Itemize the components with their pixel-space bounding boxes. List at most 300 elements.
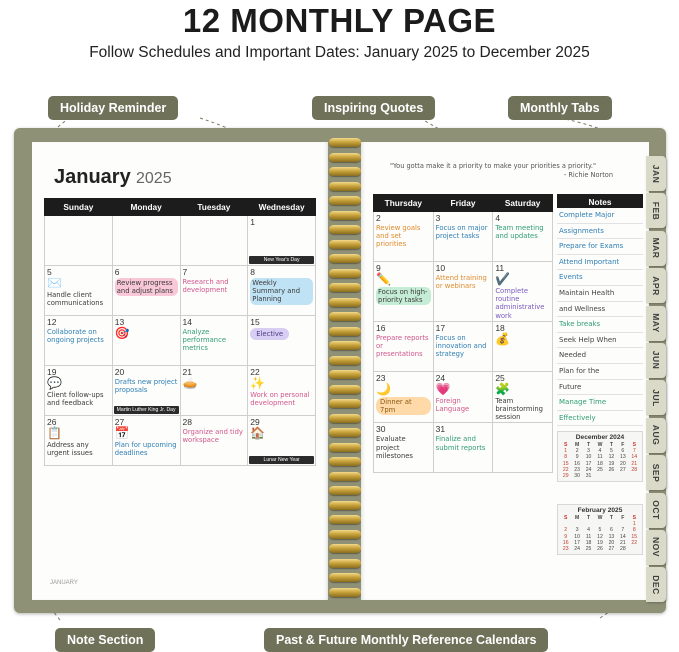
sticker-icon: ✔️ bbox=[495, 272, 511, 286]
mini-day-cell: 7 bbox=[621, 527, 625, 534]
day-event-highlight: Weekly Summary and Planning bbox=[250, 278, 313, 305]
calendar-day-cell[interactable] bbox=[45, 416, 113, 466]
spiral-coil bbox=[329, 573, 361, 582]
page-subtitle: Follow Schedules and Important Dates: January 2025 to December 2025 bbox=[89, 44, 590, 61]
monthly-tab-label: JAN bbox=[651, 164, 661, 183]
day-event-text: Team meeting and updates bbox=[495, 224, 544, 241]
callout-inspiring-quotes: Inspiring Quotes bbox=[312, 96, 435, 120]
calendar-day-cell[interactable] bbox=[374, 212, 434, 262]
spiral-coil bbox=[329, 196, 361, 205]
monthly-tab-label: JUN bbox=[651, 351, 661, 370]
mini-day-cell: 5 bbox=[609, 448, 613, 455]
mini-day-cell: 27 bbox=[619, 466, 626, 473]
spiral-coil bbox=[329, 472, 361, 481]
mini-day-cell: 16 bbox=[574, 460, 580, 467]
calendar-day-cell[interactable] bbox=[180, 366, 248, 416]
day-number: 7 bbox=[182, 267, 188, 277]
weekday-header: Monday bbox=[112, 199, 180, 216]
mini-day-cell: 8 bbox=[632, 527, 636, 534]
sticker-icon: 📅 bbox=[114, 426, 130, 440]
mini-day-cell bbox=[617, 473, 628, 479]
calendar-day-cell[interactable] bbox=[180, 416, 248, 466]
monthly-calendar-grid bbox=[44, 198, 316, 466]
spiral-coil bbox=[329, 341, 361, 350]
calendar-day-cell[interactable] bbox=[433, 212, 493, 262]
spiral-coil bbox=[329, 153, 361, 162]
weekday-header-row bbox=[45, 199, 316, 216]
mini-weekday-header: W bbox=[597, 442, 603, 448]
weekday-header: Sunday bbox=[45, 199, 113, 216]
day-number: 20 bbox=[114, 367, 125, 377]
spiral-coil bbox=[329, 240, 361, 249]
calendar-week-row bbox=[374, 321, 553, 371]
monthly-tab-label: AUG bbox=[651, 425, 661, 446]
monthly-tab-jun[interactable] bbox=[646, 343, 666, 378]
calendar-day-cell[interactable] bbox=[112, 366, 180, 416]
day-event-text: Client follow-ups and feedback bbox=[47, 391, 104, 408]
monthly-tab-oct[interactable] bbox=[646, 493, 666, 528]
mini-weekday-header: T bbox=[586, 515, 591, 521]
day-event-text: Prepare reports or presentations bbox=[376, 333, 429, 359]
monthly-tab-label: OCT bbox=[651, 500, 661, 520]
notes-section bbox=[557, 194, 643, 426]
mini-day-cell: 23 bbox=[574, 466, 580, 473]
day-event-text: Address any urgent issues bbox=[47, 441, 93, 458]
mini-day-cell: 20 bbox=[619, 460, 626, 467]
monthly-tab-label: FEB bbox=[651, 201, 661, 221]
calendar-day-cell[interactable] bbox=[112, 266, 180, 316]
note-line[interactable]: Needed bbox=[557, 348, 643, 364]
monthly-tab-aug[interactable] bbox=[646, 418, 666, 453]
day-number: 14 bbox=[182, 317, 192, 327]
quote-author: - Richie Norton bbox=[563, 171, 613, 179]
planner-book bbox=[14, 128, 666, 613]
mini-day-cell: 21 bbox=[619, 539, 626, 546]
monthly-tab-label: DEC bbox=[651, 575, 661, 595]
planner-right-page bbox=[361, 142, 649, 600]
note-line[interactable]: Seek Help When bbox=[557, 333, 643, 349]
calendar-day-cell[interactable] bbox=[112, 216, 180, 266]
note-line[interactable]: and Wellness bbox=[557, 302, 643, 318]
day-number: 5 bbox=[47, 267, 52, 277]
calendar-day-cell[interactable] bbox=[180, 266, 248, 316]
mini-weekday-header: M bbox=[575, 442, 580, 448]
day-event-highlight: Dinner at 7pm bbox=[376, 397, 431, 415]
day-number: 29 bbox=[250, 417, 260, 427]
mini-day-cell: 13 bbox=[619, 454, 626, 461]
calendar-day-cell[interactable] bbox=[433, 262, 493, 322]
mini-calendar-title: February 2025 bbox=[577, 507, 623, 514]
sticker-icon: 🥧 bbox=[182, 376, 198, 390]
spiral-coil bbox=[329, 327, 361, 336]
day-number: 27 bbox=[114, 417, 125, 427]
note-line[interactable]: Assignments bbox=[557, 224, 643, 240]
mini-day-cell: 16 bbox=[562, 539, 569, 546]
sticker-icon: 💬 bbox=[47, 376, 62, 390]
note-line[interactable]: Take breaks bbox=[557, 317, 643, 333]
mini-day-cell: 30 bbox=[574, 473, 580, 480]
calendar-day-cell[interactable] bbox=[45, 216, 113, 266]
day-number: 19 bbox=[47, 367, 57, 377]
mini-day-cell: 12 bbox=[597, 533, 603, 540]
spiral-coil bbox=[329, 544, 361, 553]
monthly-tab-jul[interactable] bbox=[646, 380, 666, 415]
day-number: 15 bbox=[250, 317, 260, 327]
sticker-icon: ✉️ bbox=[47, 276, 62, 290]
monthly-tab-strip[interactable] bbox=[646, 156, 666, 605]
mini-day-cell: 21 bbox=[631, 460, 638, 467]
day-event-text: Analyze performance metrics bbox=[182, 328, 227, 353]
mini-day-cell: 31 bbox=[585, 473, 592, 480]
spiral-coil bbox=[329, 283, 361, 292]
mini-day-cell: 6 bbox=[609, 527, 613, 534]
spiral-coil bbox=[329, 486, 361, 495]
calendar-week-row bbox=[45, 216, 316, 266]
spiral-coil bbox=[329, 370, 361, 379]
holiday-reminder-label: Lunar New Year bbox=[249, 456, 314, 464]
calendar-day-cell[interactable] bbox=[45, 266, 113, 316]
mini-day-cell: 7 bbox=[632, 448, 636, 455]
calendar-day-cell[interactable] bbox=[112, 316, 180, 366]
mini-day-cell: 24 bbox=[574, 546, 580, 553]
calendar-day-cell[interactable] bbox=[248, 366, 316, 416]
monthly-tab-label: NOV bbox=[651, 537, 661, 558]
mini-day-cell: 22 bbox=[631, 539, 638, 546]
spiral-coil bbox=[329, 298, 361, 307]
day-number: 24 bbox=[435, 372, 446, 383]
mini-day-cell: 19 bbox=[608, 460, 615, 467]
day-event-text: Team brainstorming session bbox=[495, 396, 543, 422]
weekday-header: Saturday bbox=[493, 195, 553, 212]
calendar-day-cell[interactable] bbox=[374, 371, 434, 423]
calendar-day-cell[interactable] bbox=[180, 216, 248, 266]
day-event-text bbox=[250, 328, 313, 340]
page-title: 12 MONTHLY PAGE bbox=[182, 2, 497, 39]
mini-day-cell: 1 bbox=[564, 448, 568, 455]
mini-day-cell: 14 bbox=[619, 533, 626, 540]
mini-calendar-title: December 2024 bbox=[575, 434, 625, 441]
day-number: 12 bbox=[47, 317, 57, 327]
day-event-text bbox=[250, 278, 313, 305]
mini-day-cell: 5 bbox=[598, 527, 602, 534]
monthly-tab-may[interactable] bbox=[646, 306, 666, 341]
day-event-text: Complete routine administrative work bbox=[495, 287, 545, 320]
month-title bbox=[54, 166, 172, 189]
mini-day-cell: 11 bbox=[585, 533, 592, 540]
day-event-text: Plan for upcoming deadlines bbox=[114, 441, 177, 458]
day-number: 25 bbox=[495, 372, 505, 383]
month-name: January bbox=[54, 166, 131, 188]
mini-day-cell: 22 bbox=[562, 466, 569, 473]
spiral-coil bbox=[329, 254, 361, 263]
day-number: 26 bbox=[47, 417, 57, 427]
mini-day-cell: 28 bbox=[619, 546, 626, 553]
mini-day-cell: 9 bbox=[575, 454, 579, 461]
calendar-day-cell[interactable] bbox=[45, 316, 113, 366]
day-event-text bbox=[376, 397, 431, 415]
callout-note-section: Note Section bbox=[55, 628, 155, 652]
calendar-week-row bbox=[374, 371, 553, 423]
day-number: 10 bbox=[435, 263, 446, 273]
callout-reference-calendars: Past & Future Monthly Reference Calendars bbox=[264, 628, 548, 652]
day-event-text: Handle client communications bbox=[47, 291, 104, 308]
calendar-day-cell[interactable] bbox=[374, 262, 434, 322]
holiday-reminder-label: New Year's Day bbox=[249, 256, 314, 264]
mini-weekday-header: S bbox=[632, 515, 636, 521]
mini-day-cell: 26 bbox=[597, 546, 603, 553]
calendar-day-cell[interactable] bbox=[433, 371, 493, 423]
mini-day-cell: 25 bbox=[585, 546, 592, 553]
spiral-coil bbox=[329, 356, 361, 365]
spiral-coil bbox=[329, 515, 361, 524]
day-number: 9 bbox=[376, 263, 381, 273]
mini-day-cell bbox=[629, 473, 640, 479]
mini-day-cell bbox=[594, 473, 605, 479]
day-event-text: Drafts new project proposals bbox=[114, 378, 178, 395]
spiral-coil bbox=[329, 501, 361, 510]
day-number: 8 bbox=[250, 267, 255, 277]
spiral-coil bbox=[329, 269, 361, 278]
monthly-tab-label: JUL bbox=[651, 389, 661, 407]
weekday-header: Wednesday bbox=[248, 199, 316, 216]
sticker-icon: 🧩 bbox=[495, 381, 511, 396]
sticker-icon: 🏠 bbox=[250, 426, 266, 440]
day-number: 21 bbox=[182, 367, 192, 377]
spiral-coil bbox=[329, 385, 361, 394]
day-number: 1 bbox=[250, 217, 255, 227]
day-event-text: Review goals and set priorities bbox=[376, 224, 421, 249]
day-event-text: Evaluate project milestones bbox=[376, 435, 413, 460]
calendar-day-cell[interactable] bbox=[248, 216, 316, 266]
monthly-calendar-grid-right bbox=[373, 194, 553, 473]
day-number: 30 bbox=[376, 424, 386, 435]
callout-monthly-tabs: Monthly Tabs bbox=[508, 96, 612, 120]
mini-day-cell: 13 bbox=[608, 533, 615, 540]
spiral-coil bbox=[329, 588, 361, 597]
weekday-header: Tuesday bbox=[180, 199, 248, 216]
spiral-coil bbox=[329, 457, 361, 466]
mini-day-cell: 4 bbox=[598, 448, 602, 455]
monthly-tab-dec[interactable] bbox=[646, 567, 666, 602]
spiral-coil bbox=[329, 428, 361, 437]
mini-calendar-previous bbox=[557, 431, 643, 482]
month-year: 2025 bbox=[136, 170, 172, 187]
monthly-tab-mar[interactable] bbox=[646, 231, 666, 266]
day-event-text: Work on personal development bbox=[250, 391, 310, 408]
note-line[interactable]: Complete Major bbox=[557, 208, 643, 224]
day-number: 13 bbox=[114, 317, 125, 327]
mini-day-cell: 10 bbox=[574, 533, 580, 540]
mini-weekday-header: T bbox=[609, 515, 613, 521]
note-line[interactable]: Attend Important bbox=[557, 255, 643, 271]
mini-day-cell: 8 bbox=[564, 454, 568, 461]
mini-calendar-grid bbox=[560, 515, 640, 552]
day-event-text: Foreign Language bbox=[435, 396, 470, 414]
day-number: 28 bbox=[182, 417, 192, 427]
quote-text: "You gotta make it a priority to make your priorities a priority." bbox=[389, 162, 597, 170]
calendar-week-row bbox=[45, 316, 316, 366]
calendar-day-cell[interactable] bbox=[248, 266, 316, 316]
day-number: 4 bbox=[495, 213, 501, 223]
mini-day-cell: 17 bbox=[574, 539, 580, 546]
calendar-day-cell[interactable] bbox=[180, 316, 248, 366]
mini-day-cell: 3 bbox=[587, 448, 590, 455]
mini-day-cell: 17 bbox=[585, 460, 592, 467]
note-line[interactable]: Plan for the bbox=[557, 364, 643, 380]
mini-day-cell: 2 bbox=[575, 448, 579, 455]
mini-day-cell: 4 bbox=[587, 527, 590, 534]
calendar-day-cell[interactable] bbox=[112, 416, 180, 466]
note-line[interactable]: Future bbox=[557, 380, 643, 396]
calendar-week-row bbox=[374, 262, 553, 322]
monthly-tab-label: MAR bbox=[651, 237, 661, 259]
mini-day-cell: 6 bbox=[621, 448, 625, 455]
mini-day-cell: 23 bbox=[562, 546, 569, 553]
mini-day-cell: 28 bbox=[631, 466, 638, 473]
calendar-day-cell[interactable] bbox=[374, 321, 434, 371]
mini-day-cell: 14 bbox=[631, 454, 638, 461]
mini-day-cell bbox=[606, 473, 617, 479]
mini-day-cell: 24 bbox=[585, 466, 592, 473]
day-number: 2 bbox=[376, 213, 381, 223]
day-number: 31 bbox=[435, 424, 446, 435]
mini-weekday-header: W bbox=[597, 515, 603, 521]
mini-weekday-header: M bbox=[575, 515, 580, 521]
mini-weekday-header: T bbox=[609, 442, 613, 448]
mini-day-cell: 18 bbox=[597, 460, 603, 467]
sticker-icon: 🎯 bbox=[114, 326, 130, 340]
mini-weekday-header: S bbox=[564, 515, 568, 521]
calendar-day-cell[interactable] bbox=[493, 371, 553, 423]
mini-weekday-header: S bbox=[564, 442, 568, 448]
spiral-coil bbox=[329, 225, 361, 234]
day-number: 23 bbox=[376, 372, 386, 383]
mini-day-cell: 1 bbox=[632, 521, 636, 528]
monthly-tab-apr[interactable] bbox=[646, 268, 666, 303]
day-event-text: Focus on innovation and strategy bbox=[435, 333, 487, 359]
note-line[interactable]: Manage Time bbox=[557, 395, 643, 411]
spiral-coil bbox=[329, 182, 361, 191]
sticker-icon: ✨ bbox=[250, 376, 266, 390]
sticker-icon: 📋 bbox=[47, 426, 62, 440]
weekday-header: Friday bbox=[433, 195, 493, 212]
mini-calendar-grid bbox=[560, 442, 640, 479]
page-corner-mark: JANUARY bbox=[50, 580, 78, 586]
calendar-day-cell[interactable] bbox=[374, 423, 434, 473]
mini-day-cell bbox=[629, 546, 640, 552]
monthly-tab-label: APR bbox=[651, 275, 661, 296]
spiral-coil bbox=[329, 414, 361, 423]
calendar-day-cell[interactable] bbox=[433, 321, 493, 371]
day-event-text: Organize and tidy workspace bbox=[182, 428, 243, 445]
day-event-text bbox=[115, 278, 178, 296]
day-event-text: Focus on major project tasks bbox=[435, 224, 488, 241]
mini-weekday-header: T bbox=[586, 442, 591, 448]
weekday-header: Thursday bbox=[374, 195, 434, 212]
mini-weekday-header: S bbox=[632, 442, 636, 448]
monthly-tab-nov[interactable] bbox=[646, 530, 666, 565]
mini-day-cell: 20 bbox=[608, 539, 615, 546]
mini-day-cell: 27 bbox=[608, 546, 615, 553]
notes-header: Notes bbox=[557, 194, 643, 208]
day-event-highlight: Elective bbox=[250, 328, 289, 340]
monthly-tab-feb[interactable] bbox=[646, 193, 666, 228]
mini-calendar-next bbox=[557, 504, 643, 555]
note-line[interactable]: Prepare for Exams bbox=[557, 239, 643, 255]
mini-weekday-header: F bbox=[621, 515, 625, 521]
spiral-coil bbox=[329, 312, 361, 321]
sticker-icon: ✏️ bbox=[376, 272, 391, 286]
calendar-day-cell[interactable] bbox=[45, 366, 113, 416]
calendar-day-cell[interactable] bbox=[493, 212, 553, 262]
day-number: 17 bbox=[435, 322, 446, 333]
spiral-binding bbox=[327, 138, 363, 604]
note-line[interactable]: Effectively bbox=[557, 411, 643, 427]
note-line[interactable]: Events bbox=[557, 270, 643, 286]
holiday-reminder-label: Martin Luther King Jr. Day bbox=[114, 406, 179, 414]
day-event-highlight: Review progress and adjust plans bbox=[115, 278, 178, 296]
calendar-week-row bbox=[374, 423, 553, 473]
day-number: 22 bbox=[250, 367, 260, 377]
day-event-highlight: Focus on high-priority tasks bbox=[376, 287, 431, 305]
mini-day-cell: 3 bbox=[575, 527, 579, 534]
monthly-tab-sep[interactable] bbox=[646, 455, 666, 490]
calendar-day-cell[interactable] bbox=[433, 423, 493, 473]
day-number: 6 bbox=[114, 267, 120, 277]
mini-day-cell: 18 bbox=[585, 539, 592, 546]
spiral-coil bbox=[329, 167, 361, 176]
day-number: 16 bbox=[376, 322, 386, 333]
monthly-tab-label: SEP bbox=[651, 463, 661, 482]
calendar-day-cell[interactable] bbox=[248, 416, 316, 466]
calendar-week-row bbox=[45, 266, 316, 316]
spiral-coil bbox=[329, 138, 361, 147]
calendar-day-cell[interactable] bbox=[493, 321, 553, 371]
day-event-text: Finalize and submit reports bbox=[435, 435, 486, 452]
monthly-tab-jan[interactable] bbox=[646, 156, 666, 191]
callout-holiday-reminder: Holiday Reminder bbox=[48, 96, 178, 120]
sticker-icon: 🌙 bbox=[376, 381, 391, 396]
calendar-week-row bbox=[45, 366, 316, 416]
mini-day-cell: 25 bbox=[597, 466, 603, 473]
mini-day-cell: 19 bbox=[597, 539, 603, 546]
calendar-week-row bbox=[374, 212, 553, 262]
day-number: 18 bbox=[495, 322, 505, 333]
sticker-icon: 💰 bbox=[495, 331, 511, 346]
spiral-coil bbox=[329, 530, 361, 539]
day-event-text: Research and development bbox=[182, 278, 229, 295]
note-line[interactable]: Maintain Health bbox=[557, 286, 643, 302]
spiral-coil bbox=[329, 559, 361, 568]
inspiring-quote bbox=[373, 162, 613, 180]
mini-day-cell: 12 bbox=[608, 454, 615, 461]
mini-day-cell: 2 bbox=[564, 527, 568, 534]
calendar-day-cell[interactable] bbox=[248, 316, 316, 366]
mini-weekday-header: F bbox=[621, 442, 625, 448]
mini-day-cell: 15 bbox=[631, 533, 638, 540]
monthly-tab-label: MAY bbox=[651, 313, 661, 333]
day-number: 11 bbox=[495, 263, 505, 273]
calendar-day-cell[interactable] bbox=[493, 262, 553, 322]
day-number: 3 bbox=[435, 213, 441, 223]
spiral-coil bbox=[329, 443, 361, 452]
day-event-text: Attend training or webinars bbox=[435, 274, 487, 291]
calendar-day-cell[interactable] bbox=[493, 423, 553, 473]
day-event-text bbox=[376, 287, 431, 305]
planner-left-page bbox=[32, 142, 328, 600]
calendar-week-row bbox=[45, 416, 316, 466]
mini-day-cell: 11 bbox=[597, 454, 603, 461]
